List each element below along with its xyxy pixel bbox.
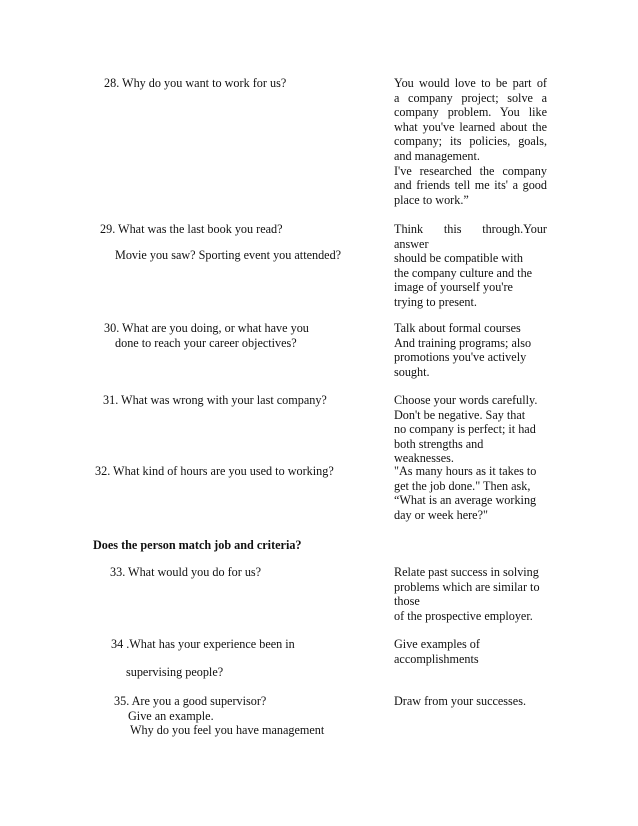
question-30: 30. What are you doing, or what have you [104,321,309,335]
answer-29-line: Think this through.Your [394,222,547,236]
answer-31-line: both strengths and [394,436,484,451]
answer-33-line: of the prospective employer. [394,608,533,623]
answer-33 [394,565,547,623]
answer-33-line: those [394,594,420,609]
question-35-continued: Why do you feel you have management [130,723,325,737]
answer-32-line: day or week here?" [394,507,488,522]
answer-32-line: “What is an average working [394,493,537,508]
answer-28 [394,76,547,207]
answer-32-line: "As many hours as it takes to [394,464,537,478]
answer-30 [394,321,547,379]
answer-28-line: and management. [394,148,480,163]
answer-29-line: trying to present. [394,294,477,309]
answer-30-line: sought. [394,364,430,379]
answer-29-line: should be compatible with [394,251,523,266]
answer-33-line: problems which are similar to [394,579,540,594]
question-34-continued: supervising people? [126,665,224,679]
answer-30-line: Talk about formal courses [394,321,521,335]
question-28: 28. Why do you want to work for us? [104,76,287,90]
question-32: 32. What kind of hours are you used to working? [95,464,334,478]
answer-29-line: the company culture and the [394,265,533,280]
answer-28-line: place to work.” [394,192,469,207]
question-29-continued: Movie you saw? Sporting event you attended? [115,248,342,262]
answer-31-line: Don't be negative. Say that [394,407,526,422]
answer-28-line: You would love to be part of [394,76,547,90]
question-31: 31. What was wrong with your last company? [103,393,327,407]
section-heading: Does the person match job and criteria? [93,538,302,552]
question-30-continued: done to reach your career objectives? [115,336,297,350]
answer-28-line: what you've learned about the [394,119,547,134]
question-33: 33. What would you do for us? [110,565,262,579]
answer-28-line: company; its policies, goals, [394,134,547,149]
answer-31-line: no company is perfect; it had [394,422,536,437]
answer-35 [394,694,547,709]
answer-33-line: Relate past success in solving [394,565,539,579]
answer-34-line: Give examples of [394,637,480,651]
answer-31 [394,393,547,466]
question-35-continued: Give an example. [128,709,214,723]
question-29: 29. What was the last book you read? [100,222,283,236]
answer-28-line: company problem. You like [394,105,547,120]
answer-29-line: answer [394,236,429,251]
answer-29 [394,222,547,310]
answer-28-line: and friends tell me its' a good [394,178,547,193]
question-34: 34 .What has your experience been in [111,637,295,651]
answer-30-line: And training programs; also [394,335,532,350]
answer-30-line: promotions you've actively [394,350,527,365]
answer-35-line: Draw from your successes. [394,694,526,708]
question-35: 35. Are you a good supervisor? [114,694,267,708]
answer-34 [394,637,547,666]
answer-31-line: Choose your words carefully. [394,393,538,407]
answer-31-line: weaknesses. [394,451,454,466]
answer-34-line: accomplishments [394,651,479,666]
answer-29-line: image of yourself you're [394,280,513,295]
answer-28-line: a company project; solve a [394,90,547,105]
answer-32 [394,464,547,522]
answer-32-line: get the job done." Then ask, [394,478,531,493]
answer-28-line: I've researched the company [394,163,547,178]
